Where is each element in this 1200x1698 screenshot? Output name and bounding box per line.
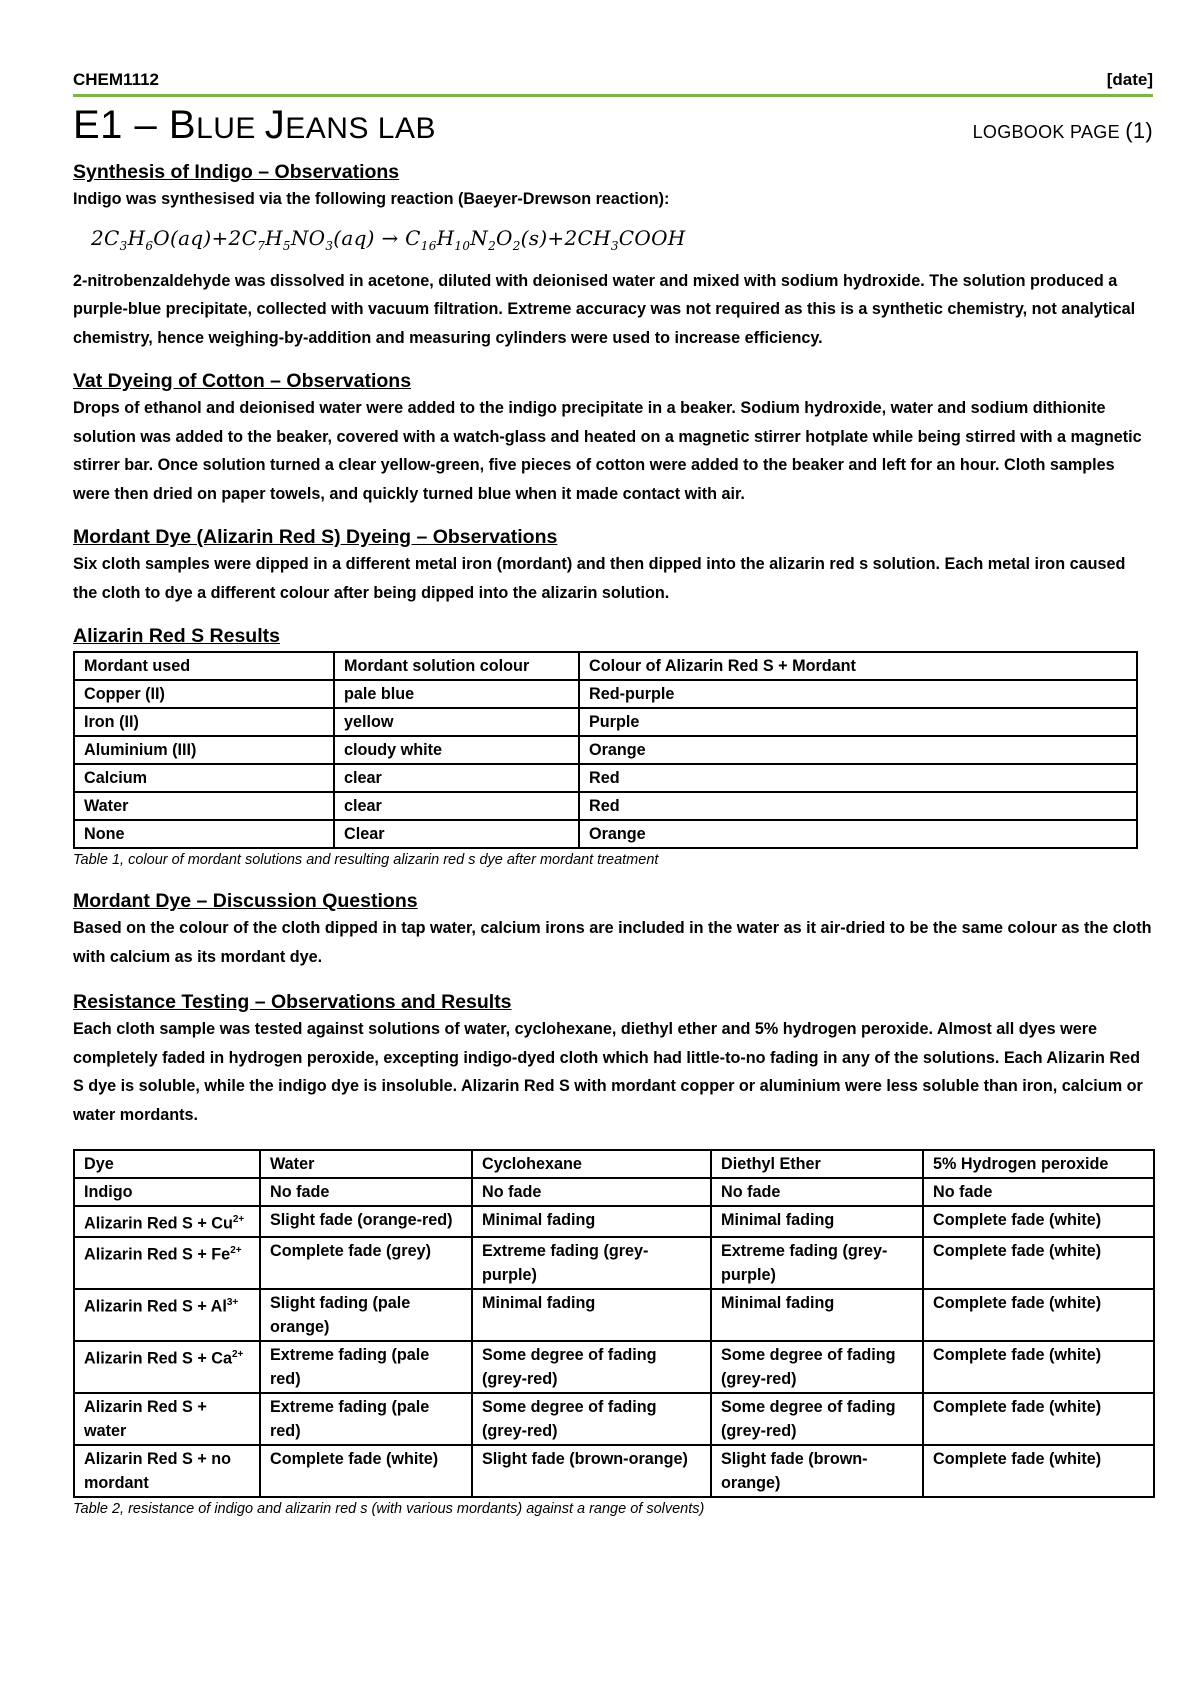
resistance-body: Each cloth sample was tested against solutions of water, cyclohexane, diethyl ether and 5% hydrogen peroxide. Almost all dyes were completely faded in hydrogen peroxide, excepting indigo-dyed cloth which had little-to-no fading in any of the solutions. Each Alizarin Red S dye is soluble, while the indigo dye is insoluble. Alizarin Red S with mordant copper or aluminium were less soluble than iron, calcium or water mordants. [73,1020,1143,1124]
course-code: CHEM1112 [73,70,159,89]
title-row [73,101,1153,153]
discussion-heading: Mordant Dye – Discussion Questions [73,890,418,912]
mordant-heading: Mordant Dye (Alizarin Red S) Dyeing – Observations [73,526,558,548]
table-header-row: Dye Water Cyclohexane Diethyl Ether 5% Hydrogen peroxide [74,1150,1154,1178]
logbook-page-number: LOGBOOK PAGE (1) [972,118,1153,143]
discussion-body: Based on the colour of the cloth dipped in tap water, calcium irons are included in the water as it air-dried to be the same colour as the cloth with calcium as its mordant dye. [73,919,1152,966]
vat-heading: Vat Dyeing of Cotton – Observations [73,370,412,392]
vat-body: Drops of ethanol and deionised water were added to the indigo precipitate in a beaker. Sodium hydroxide, water and sodium dithionite solution was added to the beaker, covered with a watch-glass and heated on a magnetic stirrer hotplate while being stirred with a magnetic stirrer bar. Once solution turned a clear yellow-green, five pieces of cotton were added to the beaker and left for an hour. Cloth samples were then dried on paper towels, and quickly turned blue when it made contact with air. [73,399,1142,503]
table-row: Alizarin Red $S + Ca^{2+}$ Extreme fading (pale red) Some degree of fading (grey-red) Some degree of fading (grey-red) Complete fade (white) [74,1341,1154,1393]
table-row: None Clear Orange [74,820,1137,848]
table-row: Copper (II) pale blue Red-purple [74,680,1137,708]
table-row: Calcium clear Red [74,764,1137,792]
resistance-table [73,1149,1155,1498]
results-heading: Alizarin Red S Results [73,625,280,647]
synthesis-heading: Synthesis of Indigo – Observations [73,161,400,183]
page-title: E1 – BLUE JEANS LAB [73,103,437,147]
table-row: Alizarin Red $S + Al^{3+}$ Slight fading (pale orange) Minimal fading Minimal fading Complete fade (white) [74,1289,1154,1341]
table-header-row: Mordant used Mordant solution colour Colour of Alizarin Red S + Mordant [74,652,1137,680]
table-row: Aluminium (III) cloudy white Orange [74,736,1137,764]
resistance-heading: Resistance Testing – Observations and Results [73,991,512,1013]
mordant-body: Six cloth samples were dipped in a different metal iron (mordant) and then dipped into the alizarin red s solution. Each metal iron caused the cloth to dye a different colour after being dipped into the alizarin solution. [73,555,1126,602]
alizarin-results-table [73,651,1138,849]
logbook-page [73,70,1153,1519]
date-field: [date] [1106,70,1153,89]
page-header [73,70,1153,97]
synthesis-body: 2-nitrobenzaldehyde was dissolved in acetone, diluted with deionised water and mixed with sodium hydroxide. The solution produced a purple-blue precipitate, collected with vacuum filtration. Extreme accuracy was not required as this is a synthetic chemistry, not analytical chemistry, hence weighing-by-addition and measuring cylinders were used to increase efficiency. [73,271,1136,347]
synthesis-intro: Indigo was synthesised via the following reaction (Baeyer-Drewson reaction): [73,190,670,208]
table-row: Alizarin Red $S + Cu^{2+}$ Slight fade (orange-red) Minimal fading Minimal fading Complete fade (white) [74,1206,1154,1237]
table-row: Iron (II) yellow Purple [74,708,1137,736]
table-row: Indigo No fade No fade No fade No fade [74,1178,1154,1206]
table-row: Alizarin Red S + water Extreme fading (pale red) Some degree of fading (grey-red) Some degree of fading (grey-red) Complete fade (white) [74,1393,1154,1445]
table-row: Alizarin Red S + no mordant Complete fade (white) Slight fade (brown-orange) Slight fade (brown-orange) Complete fade (white) [74,1445,1154,1497]
table2-caption: Table 2, resistance of indigo and alizarin red s (with various mordants) against a range of solvents) [73,1501,705,1518]
table1-caption: Table 1, colour of mordant solutions and resulting alizarin red s dye after mordant treatment [73,852,659,868]
table-row: Water clear Red [74,792,1137,820]
reaction-equation: $2C_3H_6O(aq)+2C_7H_5NO_3(aq)$ → $C_{16}H_{10}N_2O_2(s)+2CH_3COOH$ [91,225,686,253]
table-row: Alizarin Red $S + Fe^{2+}$ Complete fade (grey) Extreme fading (grey-purple) Extreme fading (grey-purple) Complete fade (white) [74,1237,1154,1289]
